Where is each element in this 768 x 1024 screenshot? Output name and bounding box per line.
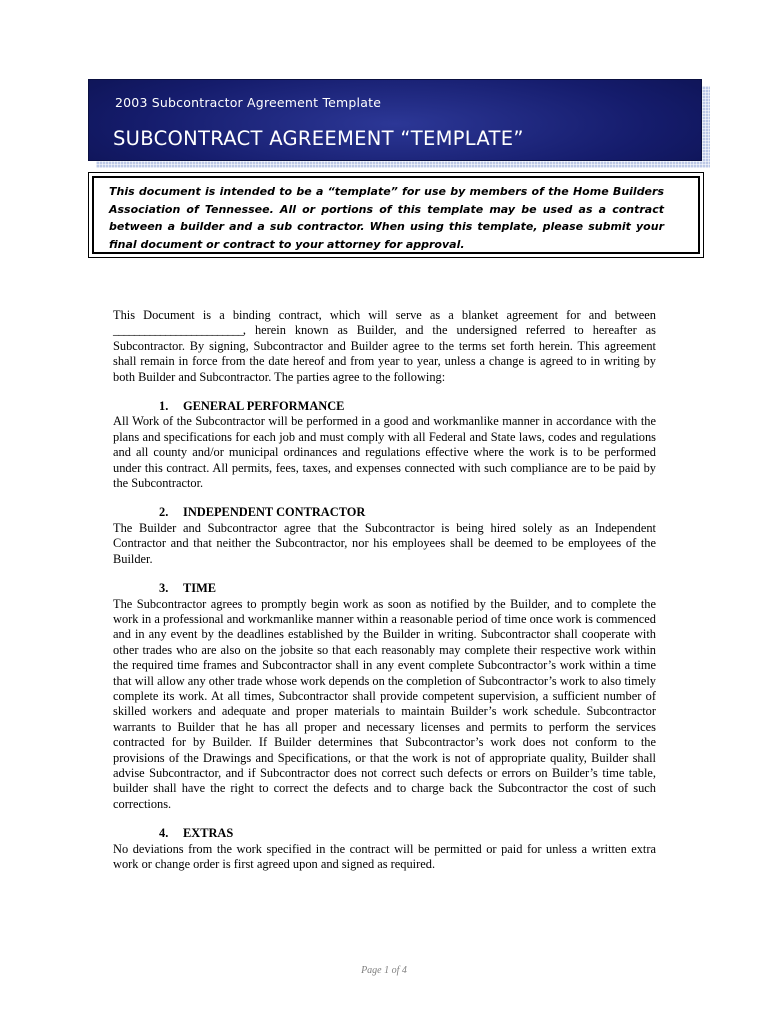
intro-text-after-blank: , herein known as Builder, and the undersigned referred to hereafter as Subcontractor. By signing, Subcontractor and Builder agree to the terms set forth herein. This agreement shall remain in force from the date hereof and from year to year, unless a change is agreed to in writing by both Builder and Subcontractor. The parties agree to the following: — [113, 323, 656, 384]
intro-text-before-blank: This Document is a binding contract, which will serve as a blanket agreement for and between — [113, 308, 656, 322]
section-extras — [113, 826, 656, 872]
section-body: The Builder and Subcontractor agree that the Subcontractor is being hired solely as an Independent Contractor and that neither the Subcontractor, nor his employees shall be deemed to be employees of the Builder. — [113, 520, 656, 566]
builder-name-blank: _________________________ — [113, 323, 243, 338]
section-title: INDEPENDENT CONTRACTOR — [183, 505, 366, 520]
document-subtitle: 2003 Subcontractor Agreement Template — [115, 95, 382, 110]
contract-body — [113, 308, 656, 872]
intro-paragraph — [113, 308, 656, 385]
section-time — [113, 581, 656, 812]
notice-box — [88, 172, 704, 258]
section-title: GENERAL PERFORMANCE — [183, 399, 345, 414]
section-heading — [113, 581, 656, 596]
document-title: SUBCONTRACT AGREEMENT “TEMPLATE” — [113, 127, 524, 150]
notice-text: This document is intended to be a “template” for use by members of the Home Builders Association of Tennessee. All or portions of this template may be used as a contract between a builder and a sub contractor. When using this template, please submit your final document or contract to your attorney for approval. — [109, 185, 664, 251]
section-body: The Subcontractor agrees to promptly begin work as soon as notified by the Builder, and to complete the work in a professional and workmanlike manner within a reasonable period of time once work is commenced and in any event by the deadlines established by the Builder in writing. Subcontractor shall cooperate with other trades who are also on the jobsite so that each reasonably may complete their respective work within the required time frames and Subcontractor shall in any event complete Subcontractor’s work within a time that will allow any other trade whose work depends on the completion of Subcontractor’s work to also timely complete its work. At all times, Subcontractor shall provide competent supervision, a sufficient number of skilled workers and adequate and proper materials to maintain Builder’s work schedule. Subcontractor warrants to Builder that he has all proper and necessary licenses and permits to perform the services contracted for by Builder. If Builder determines that Subcontractor’s work does not conform to the provisions of the Drawings and Specifications, or that the work is not of appropriate quality, Builder shall advise Subcontractor, and if Subcontractor does not correct such defects or errors on Builder’s time table, builder shall have the right to correct the defects and to charge back the Subcontractor the cost of such corrections. — [113, 596, 656, 811]
section-title: EXTRAS — [183, 826, 234, 841]
section-number: 4. — [159, 826, 169, 841]
section-heading — [113, 505, 656, 520]
section-title: TIME — [183, 581, 217, 596]
section-general-performance — [113, 399, 656, 491]
section-number: 3. — [159, 581, 169, 596]
section-heading — [113, 399, 656, 414]
section-heading — [113, 826, 656, 841]
section-body: No deviations from the work specified in the contract will be permitted or paid for unless a written extra work or change order is first agreed upon and signed as required. — [113, 841, 656, 871]
section-number: 1. — [159, 399, 169, 414]
section-number: 2. — [159, 505, 169, 520]
section-independent-contractor — [113, 505, 656, 567]
page-number: Page 1 of 4 — [361, 965, 407, 976]
section-body: All Work of the Subcontractor will be performed in a good and workmanlike manner in accordance with the plans and specifications for each job and must comply with all Federal and State laws, codes and regulations and all county and/or municipal ordinances and regulations effective where the work is to be performed under this contract. All permits, fees, taxes, and expenses connected with such compliance are to be paid by the Subcontractor. — [113, 414, 656, 491]
header-banner — [88, 79, 702, 161]
